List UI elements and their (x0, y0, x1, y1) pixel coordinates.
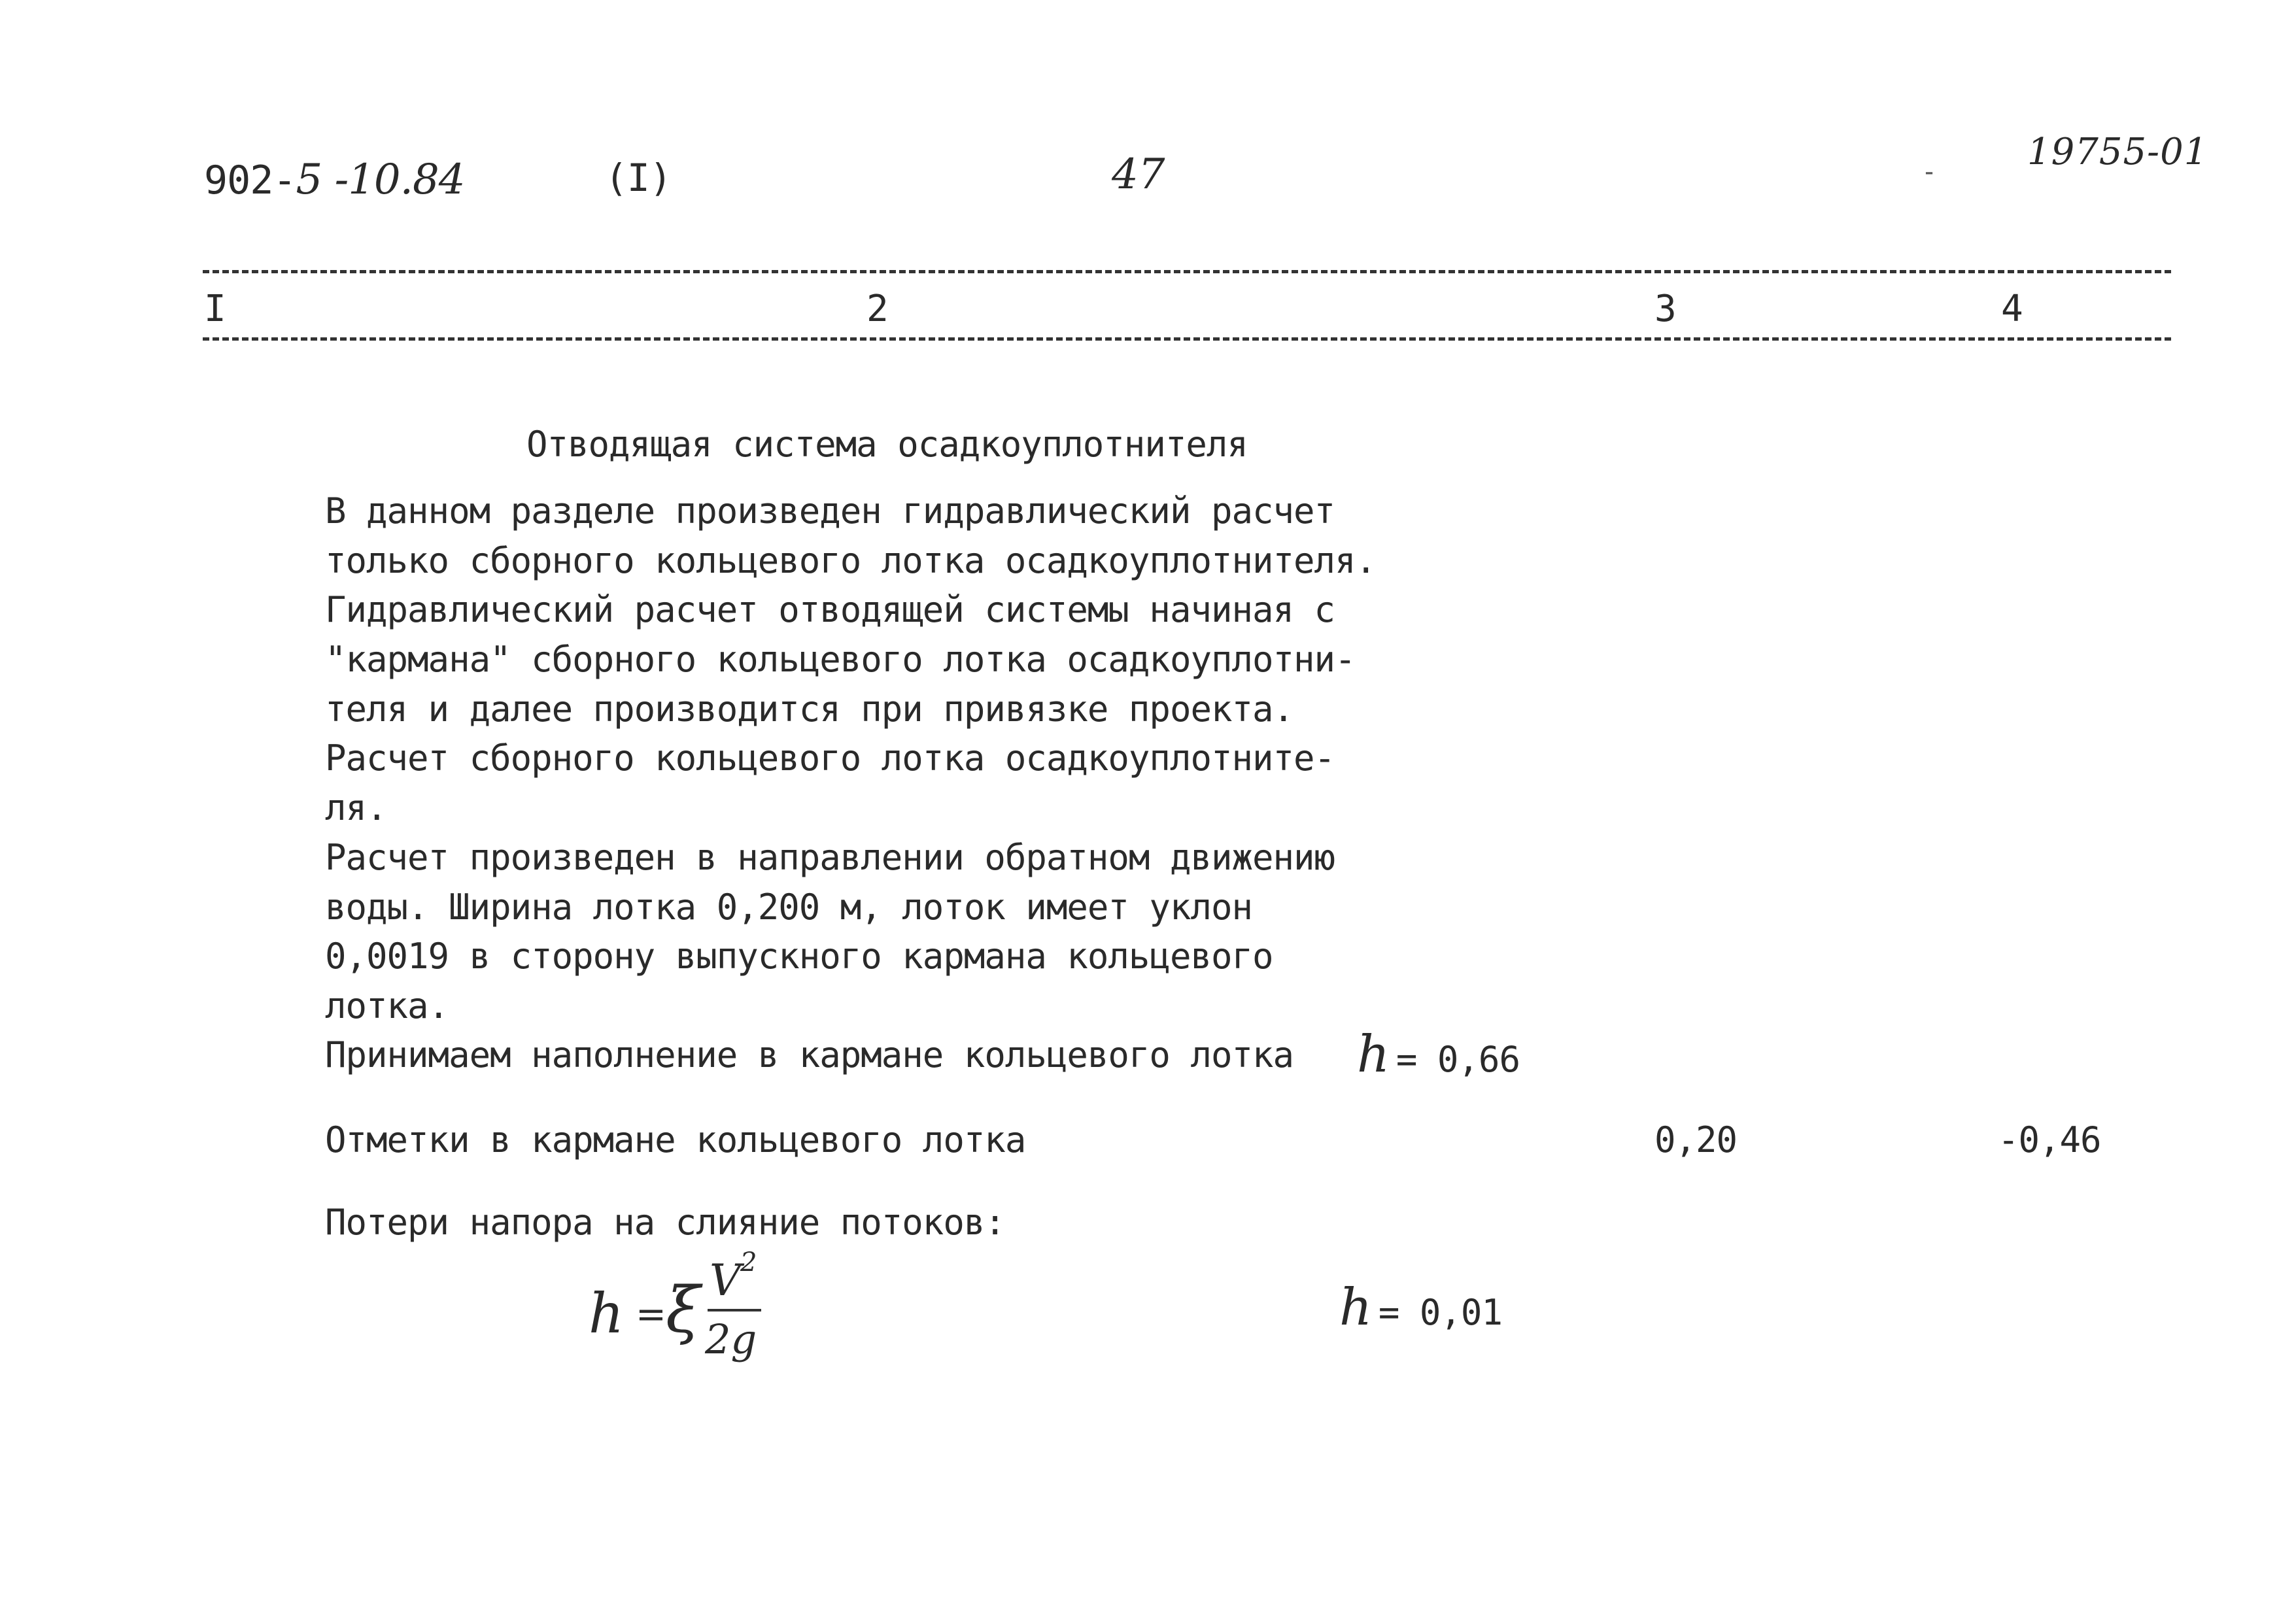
section-title: Отводящая система осадкоуплотнителя (526, 424, 1248, 465)
document-code-handwritten: 5 -10.84 (296, 156, 465, 204)
column-number-2: 2 (866, 288, 888, 330)
paragraph-line: В данном разделе произведен гидравлический расчет (325, 490, 1335, 532)
column-number-4: 4 (2001, 288, 2023, 330)
head-loss-result-value: = 0,01 (1378, 1292, 1502, 1333)
paragraph-line: Расчет произведен в направлении обратном движению (325, 837, 1335, 878)
column-header-top-rule (203, 270, 2171, 273)
head-loss-label: Потери напора на слияние потоков: (325, 1202, 1005, 1243)
formula-lhs: h (589, 1281, 625, 1345)
formula-fraction-bar (708, 1309, 761, 1311)
document-code-prefix: 902- (204, 158, 296, 203)
formula-coefficient: ξ (666, 1274, 700, 1347)
formula-exponent: 2 (740, 1247, 757, 1277)
filling-symbol: h (1357, 1025, 1390, 1084)
formula-denominator: 2g (705, 1315, 757, 1363)
paragraph-line: только сборного кольцевого лотка осадкоуплотнителя. (325, 540, 1377, 581)
marks-column-4-value: -0,46 (1998, 1119, 2101, 1160)
paragraph-line: ля. (325, 787, 387, 828)
document-code (204, 156, 464, 204)
formula-numerator: V (710, 1255, 741, 1306)
filling-label: Принимаем наполнение в кармане кольцевого лотка (325, 1034, 1294, 1075)
page-number: 47 (1112, 150, 1165, 199)
paragraph-line: 0,0019 в сторону выпускного кармана кольцевого (325, 936, 1273, 977)
formula-equals: = (636, 1293, 666, 1336)
stray-mark: - (1921, 157, 1938, 187)
marks-column-3-value: 0,20 (1654, 1119, 1738, 1160)
paragraph-line: "кармана" сборного кольцевого лотка осадкоуплотни- (325, 639, 1356, 680)
column-number-3: 3 (1654, 288, 1676, 330)
paragraph-line: воды. Ширина лотка 0,200 м, лоток имеет уклон (325, 887, 1252, 928)
paragraph-line: лотка. (325, 985, 449, 1026)
marks-label: Отметки в кармане кольцевого лотка (325, 1119, 1026, 1160)
archive-number: 19755-01 (2027, 131, 2208, 173)
filling-value-text: = 0,66 (1396, 1039, 1520, 1080)
filling-value (1357, 1025, 1520, 1084)
head-loss-formula (589, 1247, 785, 1379)
column-header-bottom-rule (203, 337, 2171, 341)
head-loss-result (1339, 1278, 1502, 1337)
paragraph-line: теля и далее производится при привязке проекта. (325, 688, 1294, 730)
paragraph-line: Расчет сборного кольцевого лотка осадкоуплотните- (325, 737, 1335, 779)
head-loss-result-symbol: h (1339, 1278, 1373, 1337)
document-part: (I) (605, 156, 672, 200)
column-number-1: I (204, 288, 226, 330)
paragraph-line: Гидравлический расчет отводящей системы начиная с (325, 589, 1335, 630)
